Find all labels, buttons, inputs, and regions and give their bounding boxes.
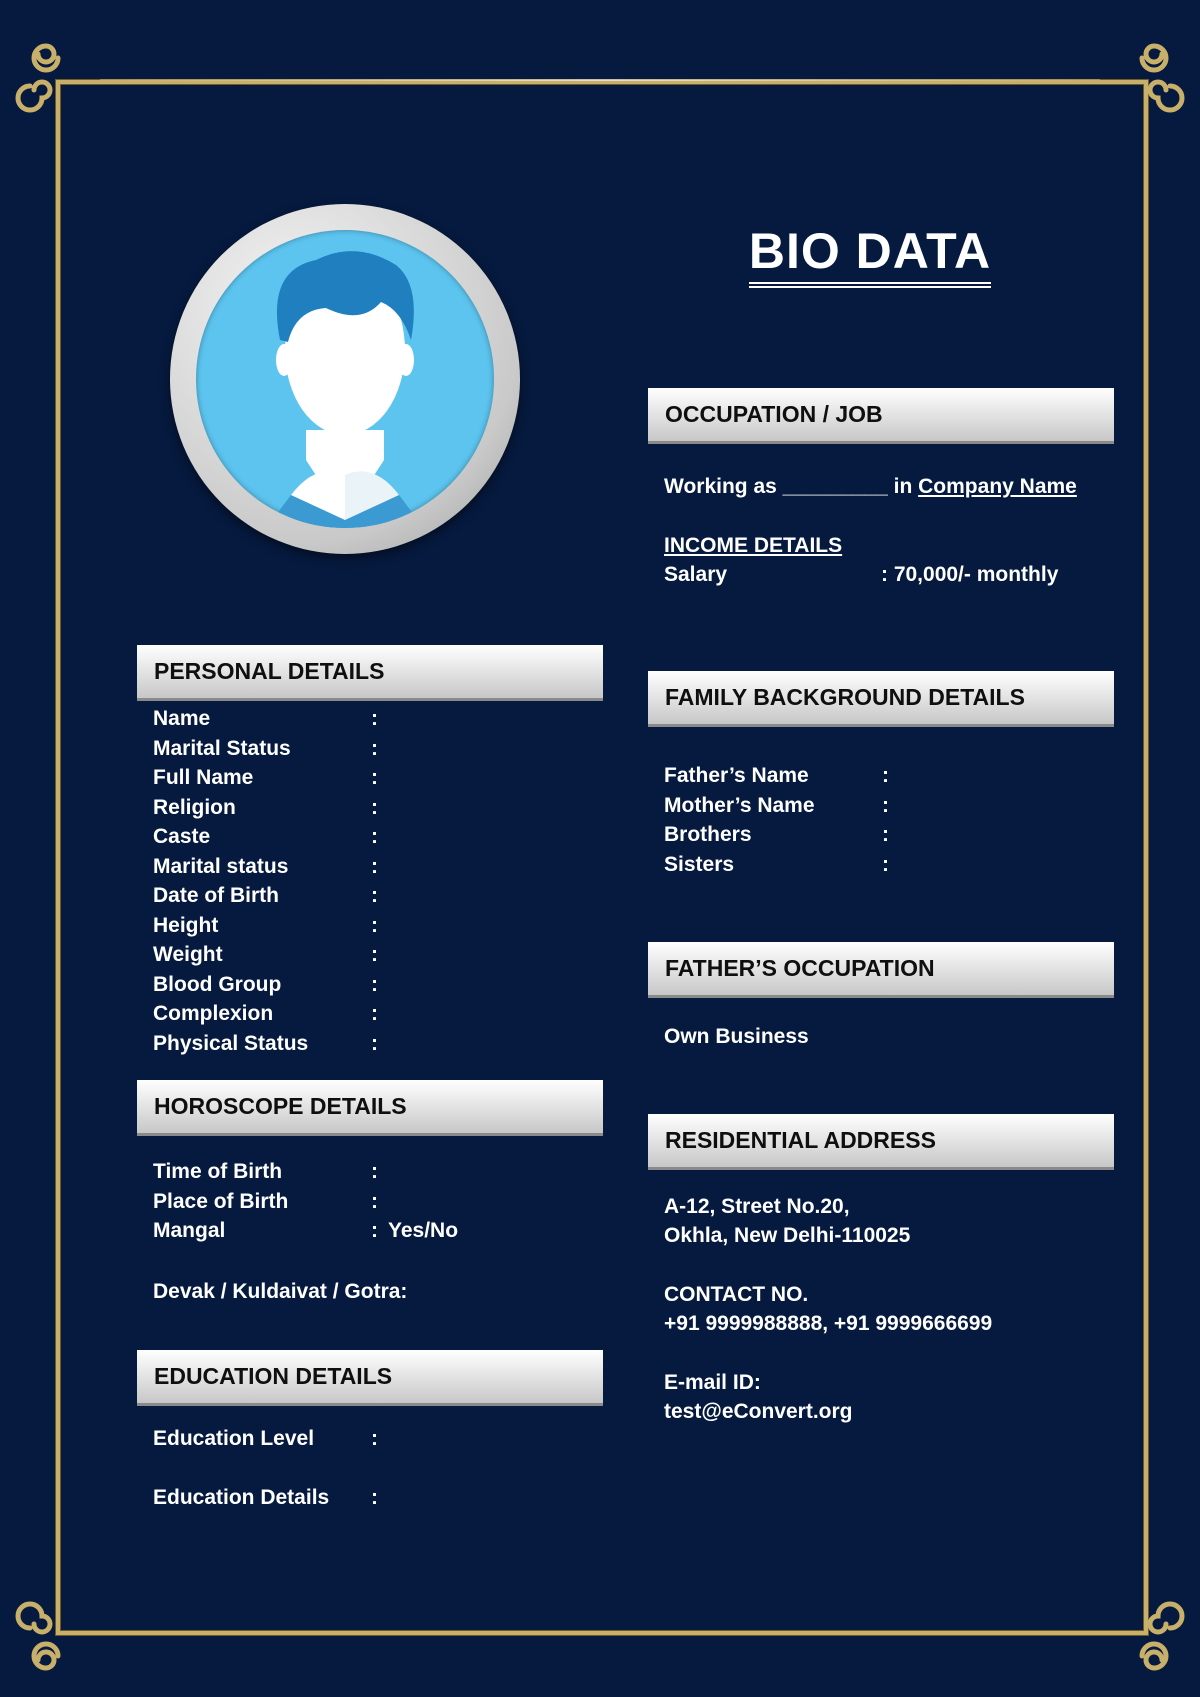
frame-highlight-top: [100, 79, 1100, 81]
contact-value: +91 9999988888, +91 9999666699: [664, 1312, 993, 1335]
email-value[interactable]: test@eConvert.org: [664, 1400, 853, 1423]
scroll-ornament-icon: [1112, 1598, 1192, 1678]
contact-label: CONTACT NO.: [664, 1283, 809, 1306]
education-details-header: EDUCATION DETAILS: [137, 1350, 603, 1406]
scroll-ornament-icon: [1112, 36, 1192, 116]
income-details-heading: INCOME DETAILS: [664, 534, 843, 557]
occupation-header: OCCUPATION / JOB: [648, 388, 1114, 444]
profile-photo: [196, 230, 494, 528]
person-avatar-icon: [196, 230, 494, 528]
residential-address-header: RESIDENTIAL ADDRESS: [648, 1114, 1114, 1170]
salary-label: Salary: [664, 563, 728, 586]
horoscope-details-header: HOROSCOPE DETAILS: [137, 1080, 603, 1136]
father-occupation-value: Own Business: [664, 1025, 809, 1048]
address-line-2: Okhla, New Delhi-110025: [664, 1224, 911, 1247]
father-occupation-header: FATHER’S OCCUPATION: [648, 942, 1114, 998]
gotra-label: Devak / Kuldaivat / Gotra:: [153, 1280, 408, 1303]
address-line-1: A-12, Street No.20,: [664, 1195, 850, 1218]
working-as-line: Working as _________ in Company Name: [664, 475, 1077, 498]
salary-value: : 70,000/- monthly: [881, 563, 1059, 586]
profile-photo-frame: [170, 204, 520, 554]
scroll-ornament-icon: [8, 1598, 88, 1678]
scroll-ornament-icon: [8, 36, 88, 116]
personal-details-header: PERSONAL DETAILS: [137, 645, 603, 701]
family-background-header: FAMILY BACKGROUND DETAILS: [648, 671, 1114, 727]
email-label: E-mail ID:: [664, 1371, 761, 1394]
page-title: BIO DATA: [650, 222, 1090, 288]
bio-data-page: BIO DATA OCCUPATION / JOB Working as _________ in Company Name INCOME DETAILS Salary : 70,000/- monthly PERSONAL DETAILS Name : Marital Status : Full Name : Religion : Caste : Marital status : Date of Birth : Height : Weight : Blood Group : Complexion : Physical Status : FAMILY BACKGROUND DETAILS Father’s Name : Mother’s Name : Brothers : Sisters : FATHER’S OCCUPATION Own Business HOROSCOPE DETAILS Time of Birth : Place of Birth : Mangal : Yes/No Devak / Kuldaivat / Gotra: RESIDENTIAL ADDRESS A-12, Street No.20, Okhla, New Delhi-110025 CONTACT NO. +91 9999988888, +91 9999666699 E-mail ID: test@eConvert.org EDUCATION DETAILS Education Level : Education Details :: [0, 0, 1200, 1697]
